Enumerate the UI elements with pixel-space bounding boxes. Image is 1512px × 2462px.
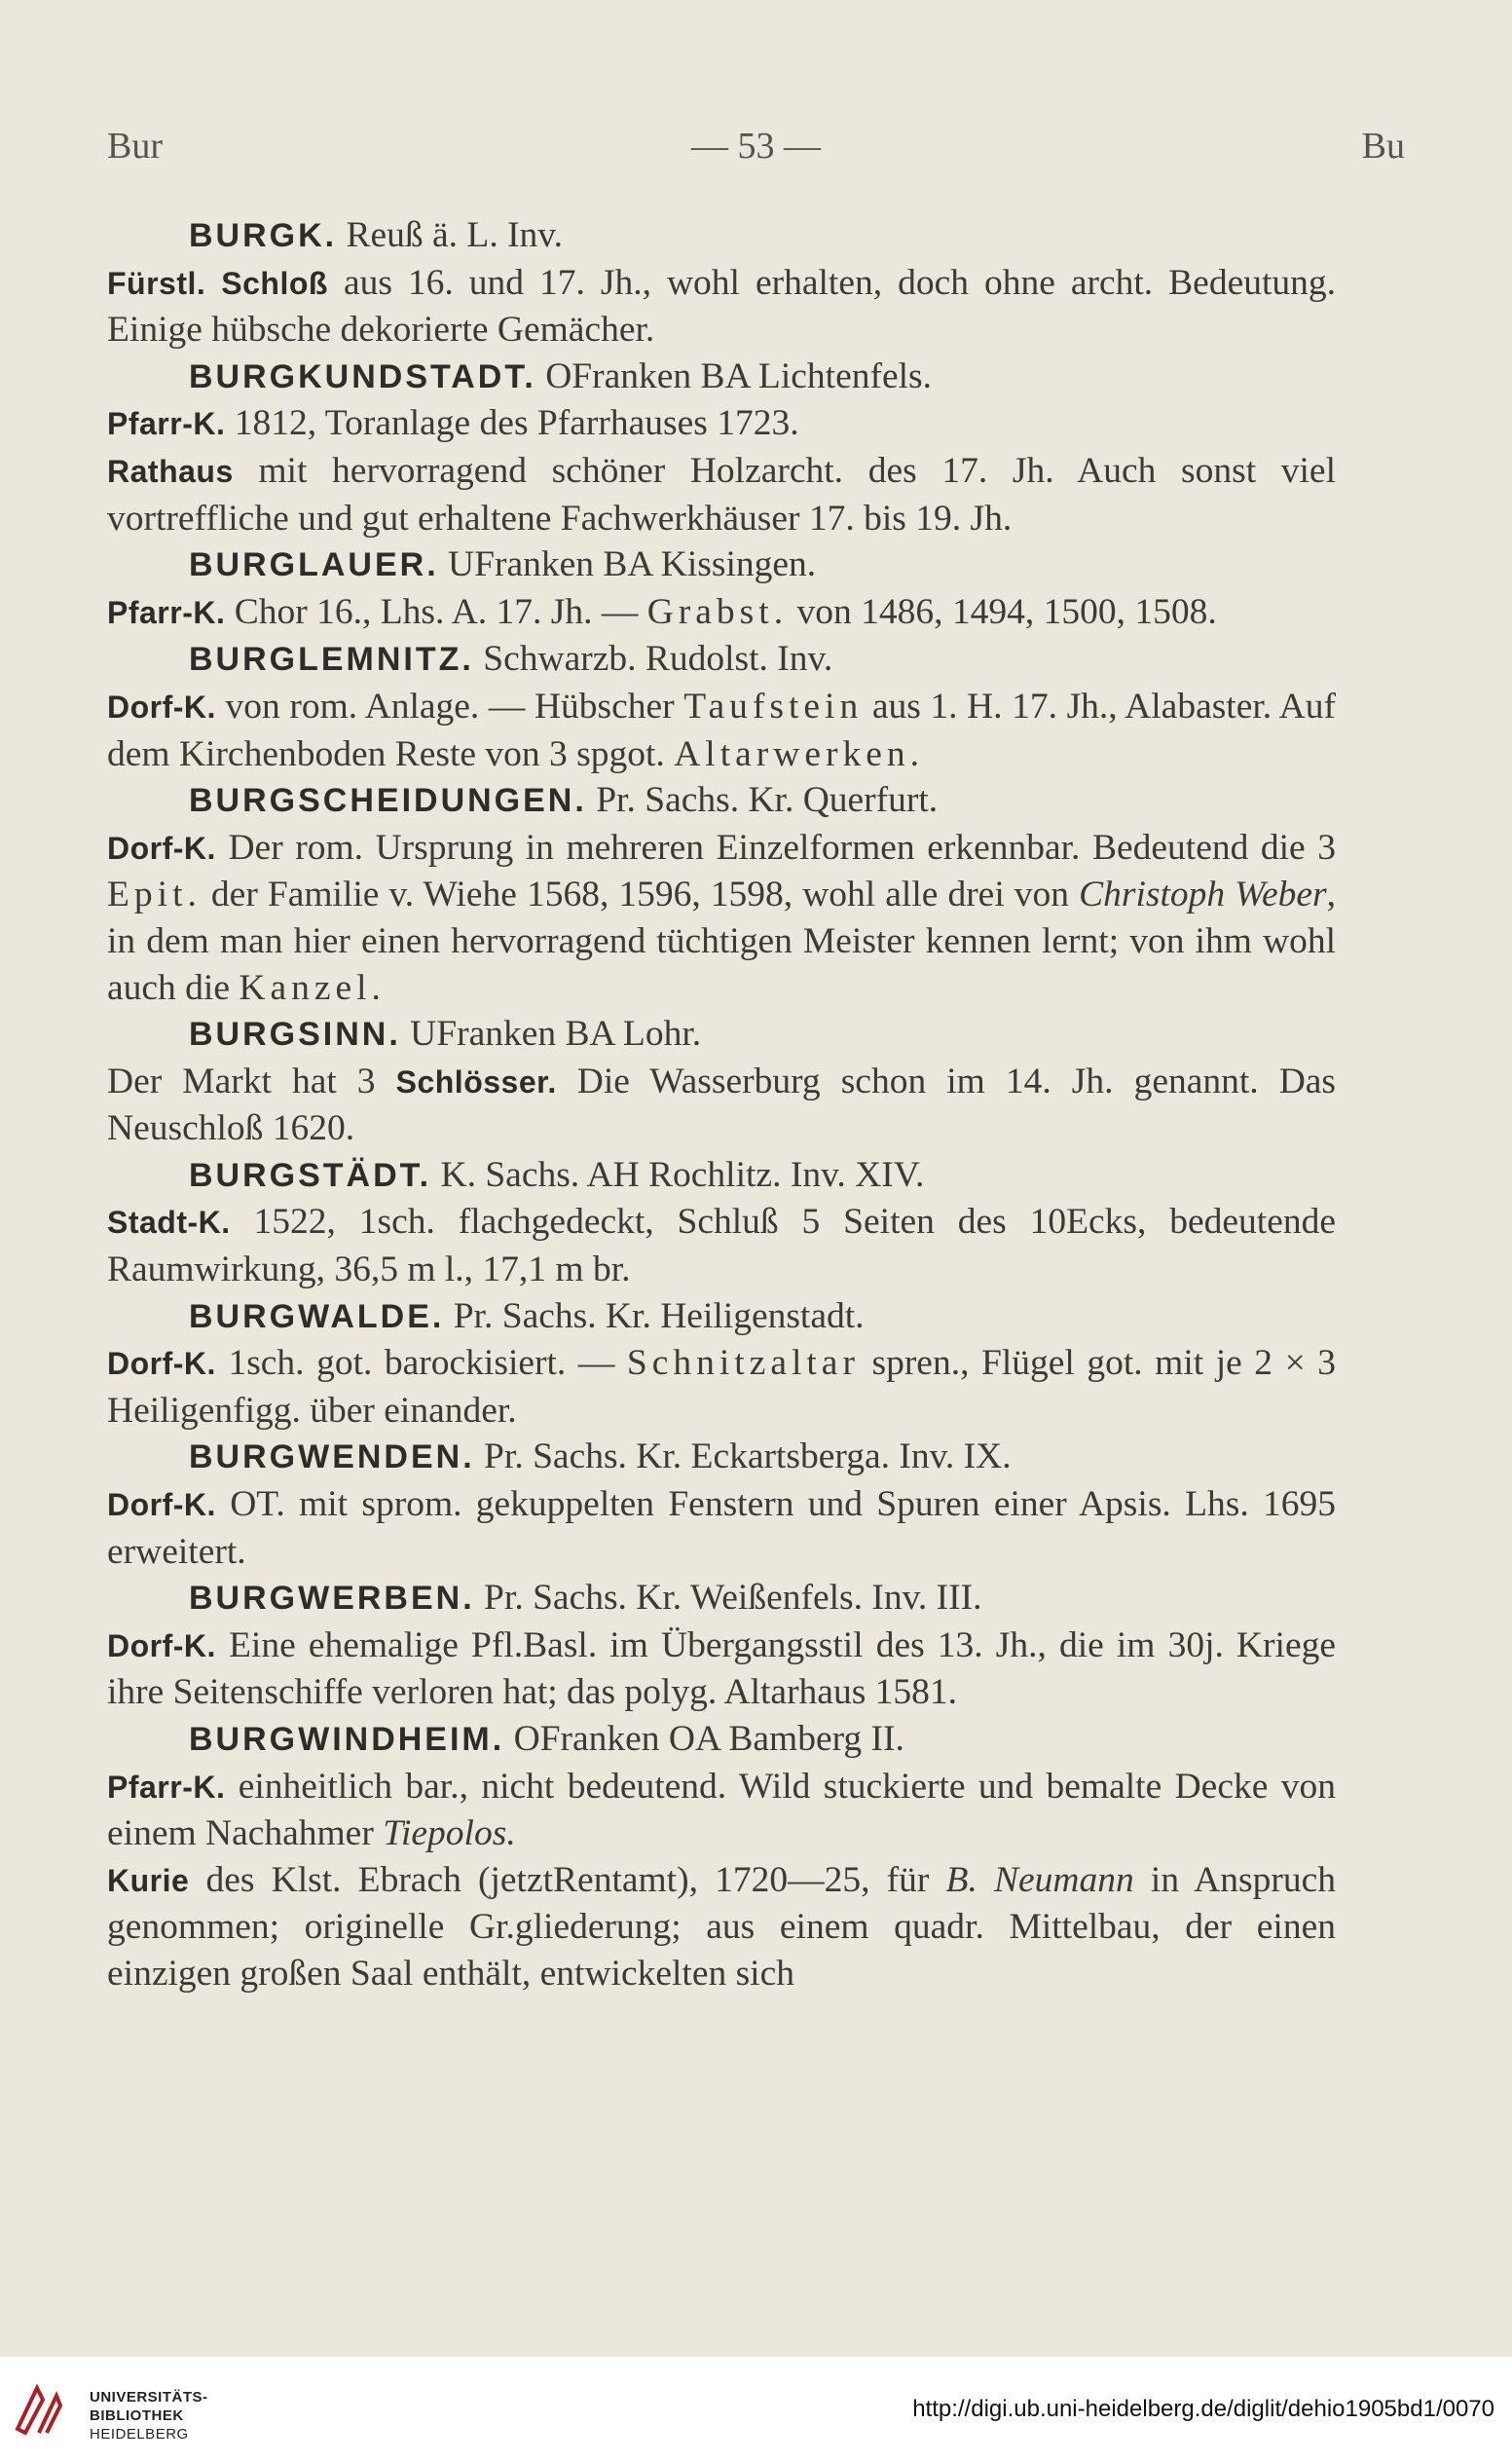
building-type: Pfarr-K.: [107, 406, 226, 442]
entry-heading: [107, 1152, 1336, 1200]
entry-text: mit hervorragend schöner Holzarcht. des 17. Jh. Auch sonst viel vortreffliche und gut erhaltene Fachwerkhäuser 17. bis 19. Jh.: [107, 450, 1336, 539]
entry-text: OT. mit sprom. gekuppelten Fenstern und Spuren einer Apsis. Lhs. 1695 erweitert.: [107, 1484, 1336, 1572]
entry-heading: [107, 1434, 1336, 1481]
entry-paragraph: [107, 400, 1336, 448]
entry-paragraph: [107, 1764, 1336, 1857]
entry-text: Tiepolos.: [383, 1813, 516, 1854]
entry-text: Taufstein: [683, 686, 864, 727]
entry-text: Chor 16., Lhs. A. 17. Jh. —: [225, 591, 647, 632]
entry-paragraph: [107, 448, 1336, 541]
entry-text: OFranken OA Bamberg II.: [504, 1719, 904, 1759]
entry-text: aus 1. H. 17. Jh., Alabaster. Auf dem Kirchenboden Reste von 3 spgot.: [107, 686, 1336, 774]
entry-paragraph: [107, 260, 1336, 354]
place-name: BURGLEMNITZ.: [189, 641, 474, 679]
entry-text: Epit.: [107, 875, 202, 915]
place-name: BURGK.: [189, 217, 338, 254]
entry-heading: [107, 1293, 1336, 1341]
entry-text: einheitlich bar., nicht bedeutend. Wild stuckierte und bemalte Decke von einem Nachahmer: [107, 1766, 1336, 1854]
entry-text: aus 16. und 17. Jh., wohl erhalten, doch ohne archt. Bedeutung. Einige hübsche dekorierte Gemächer.: [107, 262, 1337, 351]
header-right: Bu: [1361, 126, 1405, 167]
building-type: Schlösser.: [395, 1063, 557, 1100]
entry-text: von 1486, 1494, 1500, 1508.: [788, 591, 1217, 632]
running-header: [107, 125, 1405, 173]
place-name: BURGSINN.: [189, 1016, 401, 1054]
entry-text: Grabst.: [646, 591, 789, 632]
entry-text: Pr. Sachs. Kr. Eckartsberga. Inv. IX.: [474, 1436, 1012, 1477]
entry-text: OFranken BA Lichtenfels.: [535, 355, 932, 396]
page-body: [107, 212, 1336, 1997]
entry-paragraph: [107, 1623, 1336, 1716]
place-name: BURGWINDHEIM.: [189, 1721, 505, 1758]
entry-heading: [107, 636, 1336, 684]
entry-text: spren., Flügel got. mit je 2 × 3 Heiligenfigg. über einander.: [107, 1343, 1336, 1431]
entry-text: Schwarzb. Rudolst. Inv.: [473, 639, 833, 680]
entry-text: Reuß ä. L. Inv.: [337, 215, 563, 255]
entry-text: Pr. Sachs. Kr. Weißenfels. Inv. III.: [474, 1578, 982, 1619]
place-name: BURGSTÄDT.: [189, 1156, 432, 1194]
entry-heading: [107, 1011, 1336, 1059]
library-name: UNIVERSITÄTS- BIBLIOTHEK HEIDELBERG: [90, 2389, 208, 2443]
entry-paragraph: [107, 1481, 1336, 1575]
building-type: Dorf-K.: [107, 830, 216, 866]
entry-paragraph: [107, 1857, 1336, 1997]
entry-text: Christoph Weber: [1079, 875, 1327, 915]
place-name: BURGWALDE.: [189, 1297, 445, 1335]
entry-text: Schnitzaltar: [626, 1343, 860, 1384]
entry-paragraph: [107, 1199, 1336, 1292]
place-name: BURGKUNDSTADT.: [189, 357, 536, 395]
entry-text: Der Markt hat 3: [107, 1061, 396, 1101]
building-type: Stadt-K.: [107, 1205, 231, 1241]
building-type: Dorf-K.: [107, 1487, 216, 1523]
entry-text: von rom. Anlage. — Hübscher: [215, 686, 684, 727]
entry-text: 1522, 1sch. flachgedeckt, Schluß 5 Seiten des 10Ecks, bedeutende Raumwirkung, 36,5 m l., 17,1 m br.: [107, 1202, 1336, 1290]
entry-text: Kanzel.: [239, 967, 386, 1008]
entry-text: Die Wasserburg schon im 14. Jh. genannt. Das Neuschloß 1620.: [107, 1061, 1337, 1149]
library-logo-icon: [14, 2382, 64, 2437]
place-name: BURGLAUER.: [189, 546, 439, 584]
entry-paragraph: [107, 1340, 1336, 1434]
place-name: BURGSCHEIDUNGEN.: [189, 782, 587, 820]
entry-text: Pr. Sachs. Kr. Querfurt.: [586, 780, 939, 821]
source-url[interactable]: http://digi.ub.uni-heidelberg.de/diglit/dehio1905bd1/0070: [912, 2396, 1494, 2422]
entry-heading: [107, 1716, 1336, 1764]
entry-text: , in dem man hier einen hervorragend tüchtigen Meister kennen lernt; von ihm wohl auch die: [107, 875, 1336, 1008]
building-type: Pfarr-K.: [107, 1769, 226, 1805]
place-name: BURGWENDEN.: [189, 1438, 475, 1476]
building-type: Rathaus: [107, 453, 234, 489]
entry-text: Pr. Sachs. Kr. Heiligenstadt.: [444, 1295, 865, 1336]
page-number: — 53 —: [691, 126, 821, 167]
entry-paragraph: [107, 1059, 1336, 1152]
entry-text: des Klst. Ebrach (jetztRentamt), 1720—25, für: [189, 1859, 946, 1900]
entry-text: Altarwerken.: [674, 733, 924, 774]
entry-text: in Anspruch genommen; originelle Gr.gliederung; aus einem quadr. Mittelbau, der einen einzigen großen Saal enthält, entwickelten sich: [107, 1859, 1336, 1994]
entry-text: 1sch. got. barockisiert. —: [215, 1343, 627, 1384]
building-type: Dorf-K.: [107, 1627, 216, 1663]
entry-text: 1812, Toranlage des Pfarrhauses 1723.: [225, 403, 799, 444]
entry-text: UFranken BA Kissingen.: [438, 544, 817, 585]
building-type: Dorf-K.: [107, 1346, 216, 1382]
building-type: Pfarr-K.: [107, 594, 226, 630]
entry-heading: [107, 354, 1336, 401]
entry-text: UFranken BA Lohr.: [400, 1014, 702, 1055]
entry-text: B. Neumann: [945, 1859, 1134, 1900]
entry-paragraph: [107, 825, 1336, 1011]
entry-heading: [107, 212, 1336, 260]
entry-text: Eine ehemalige Pfl.Basl. im Übergangsstil des 13. Jh., die im 30j. Kriege ihre Seitenschiffe verloren hat; das polyg. Altarhaus 1581.: [107, 1624, 1336, 1713]
entry-paragraph: [107, 684, 1336, 777]
entry-text: der Familie v. Wiehe 1568, 1596, 1598, wohl alle drei von: [201, 875, 1080, 915]
footer-bar: [0, 2357, 1512, 2462]
place-name: BURGWERBEN.: [189, 1580, 475, 1618]
entry-text: Der rom. Ursprung in mehreren Einzelformen erkennbar. Bedeutend die 3: [215, 827, 1336, 868]
entry-heading: [107, 541, 1336, 589]
entry-heading: [107, 1575, 1336, 1623]
entry-text: K. Sachs. AH Rochlitz. Inv. XIV.: [431, 1154, 925, 1195]
building-type: Fürstl. Schloß: [107, 265, 328, 301]
header-left: Bur: [107, 126, 163, 167]
building-type: Kurie: [107, 1862, 190, 1898]
building-type: Dorf-K.: [107, 689, 216, 725]
entry-paragraph: [107, 589, 1336, 637]
entry-heading: [107, 777, 1336, 825]
